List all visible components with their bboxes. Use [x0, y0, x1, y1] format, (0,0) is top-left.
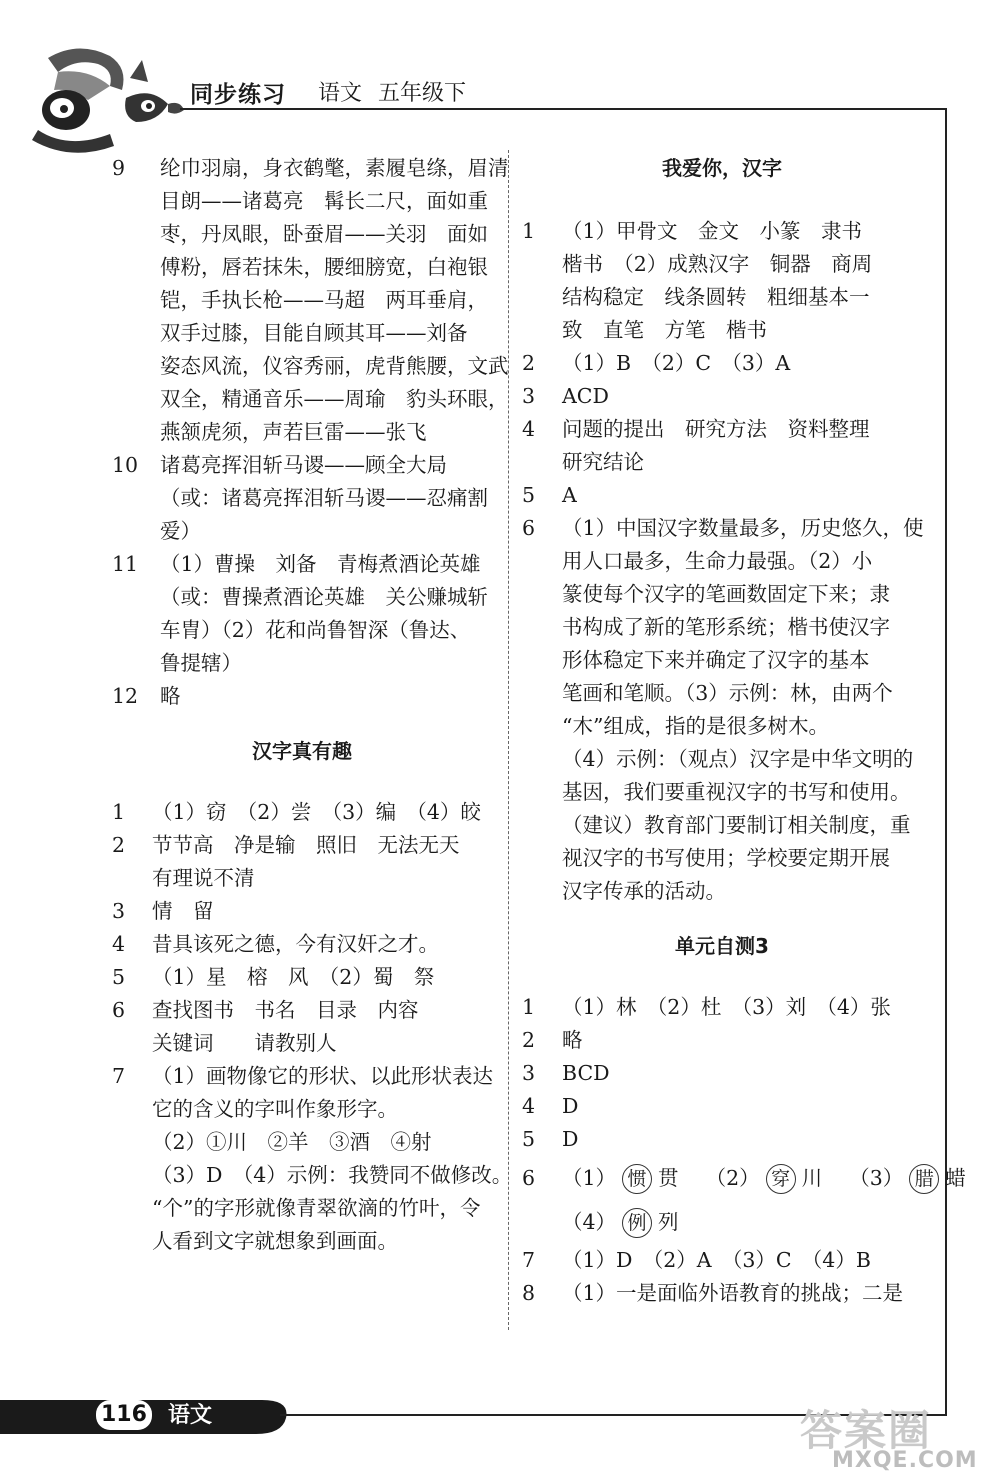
answer-body — [562, 1057, 922, 1090]
answer-body — [160, 680, 492, 713]
answer-line: 燕颔虎须，声若巨雷——张飞 — [160, 420, 427, 444]
answer-number: 3 — [112, 899, 126, 923]
answer-number: 4 — [522, 417, 536, 441]
answer-number: 2 — [522, 351, 536, 375]
answer-item — [112, 895, 492, 928]
answer-line: 关键词 请教别人 — [152, 1031, 337, 1055]
answer-line: 鲁提辖） — [160, 651, 242, 675]
answer-item — [522, 479, 922, 512]
answer-number: 7 — [112, 1064, 126, 1088]
answer-line: 姿态风流，仪容秀丽，虎背熊腰，文武 — [160, 354, 509, 378]
watermark-logo: 答案圈 — [800, 1406, 933, 1455]
answer-line: 略 — [160, 684, 181, 708]
answer-line: （1）窃 （2）尝 （3）编 （4）皎 — [152, 800, 481, 824]
answer-line: 略 — [562, 1028, 583, 1052]
answer-number: 1 — [522, 995, 536, 1019]
answer-number: 12 — [112, 684, 139, 708]
answer-body — [562, 1123, 922, 1156]
answer-line: （1）中国汉字数量最多，历史悠久，使 — [562, 516, 924, 540]
part-label: （4） — [562, 1210, 617, 1234]
answer-item — [522, 512, 922, 908]
answer-line: （建议）教育部门要制订相关制度，重 — [562, 813, 911, 837]
answer-line: 情 留 — [152, 899, 214, 923]
header-grade: 五年级下 — [378, 81, 467, 106]
answer-number: 5 — [522, 483, 536, 507]
circled-character: 惯 — [622, 1164, 652, 1194]
answer-line: 查找图书 书名 目录 内容 — [152, 998, 419, 1022]
answer-line: 人看到文字就想象到画面。 — [152, 1229, 398, 1253]
correction-character: 列 — [658, 1210, 679, 1234]
answer-line: 它的含义的字叫作象形字。 — [152, 1097, 398, 1121]
answer-line: （1）画物像它的形状、以此形状表达 — [152, 1064, 494, 1088]
answer-body — [562, 1024, 922, 1057]
answer-line: 目朗——诸葛亮 髯长二尺，面如重 — [160, 189, 488, 213]
answer-item — [112, 994, 492, 1060]
answer-line: （2）①川 ②羊 ③酒 ④射 — [152, 1130, 432, 1154]
circled-character: 腊 — [909, 1164, 939, 1194]
answer-item — [522, 1244, 922, 1277]
answer-item — [522, 1090, 922, 1123]
answer-line: 傅粉，唇若抹朱，腰细膀宽，白袍银 — [160, 255, 488, 279]
answer-body — [152, 961, 492, 994]
section-title-love-hanzi: 我爱你，汉字 — [662, 156, 782, 180]
answer-item — [522, 215, 922, 347]
answer-body — [160, 152, 509, 449]
answer-line: 用人口最多，生命力最强。（2）小 — [562, 549, 873, 573]
answer-number: 8 — [522, 1281, 536, 1305]
answer-line: BCD — [562, 1061, 610, 1085]
answer-body — [152, 829, 492, 895]
answer-line: 枣，丹凤眼，卧蚕眉——关羽 面如 — [160, 222, 488, 246]
answer-line: D — [562, 1094, 579, 1118]
answer-item — [522, 1123, 922, 1156]
answer-line: 基因，我们要重视汉字的书写和使用。 — [562, 780, 911, 804]
answer-number: 1 — [112, 800, 126, 824]
part-label: （3） — [849, 1166, 904, 1190]
answer-line: 结构稳定 线条圆转 粗细基本一 — [562, 285, 870, 309]
answer-body — [562, 1244, 922, 1277]
answer-item — [112, 961, 492, 994]
answer-number: 7 — [522, 1248, 536, 1272]
correction-character: 川 — [801, 1166, 823, 1190]
answer-item — [112, 1060, 513, 1258]
answer-number: 6 — [112, 998, 126, 1022]
answer-line: （1）B （2）C （3）A — [562, 351, 791, 375]
answer-number: 3 — [522, 1061, 536, 1085]
answer-line: 汉字传承的活动。 — [562, 879, 726, 903]
answer-item — [112, 796, 492, 829]
left-answer-list — [112, 152, 509, 713]
right-column — [522, 152, 966, 1310]
answer-item — [522, 1024, 922, 1057]
answer-item — [112, 829, 492, 895]
answer-item — [112, 152, 509, 449]
header-logo-illustration — [18, 38, 188, 156]
answer-body — [160, 449, 492, 548]
answer-line: 研究结论 — [562, 450, 644, 474]
answer-line: 双全，精通音乐——周瑜 豹头环眼， — [160, 387, 509, 411]
section-title-unit-test-3: 单元自测3 — [675, 934, 769, 958]
answer-item — [522, 991, 922, 1024]
correction-character: 蜡 — [945, 1166, 966, 1190]
answer-body — [160, 548, 492, 680]
answer-line: 问题的提出 研究方法 资料整理 — [562, 417, 870, 441]
answer-body — [152, 928, 492, 961]
header-rule — [180, 108, 945, 110]
answer-body — [562, 1156, 966, 1244]
answer-line: 视汉字的书写使用；学校要定期开展 — [562, 846, 890, 870]
answer-body — [152, 796, 492, 829]
answer-line: 昔具该死之德，今有汉奸之才。 — [152, 932, 439, 956]
answer-line: （1）曹操 刘备 青梅煮酒论英雄 — [160, 552, 481, 576]
header-subject: 语文 — [318, 81, 363, 106]
answer-line: （1）甲骨文 金文 小篆 隶书 — [562, 219, 863, 243]
unit-test-answer-list — [522, 991, 922, 1156]
answer-line: D — [562, 1127, 579, 1151]
answer-line: 诸葛亮挥泪斩马谡——顾全大局 — [160, 453, 447, 477]
answer-line: （1）D （2）A （3）C （4）B — [562, 1248, 871, 1272]
answer-line: “木”组成，指的是很多树木。 — [562, 714, 829, 738]
answer-item — [522, 1277, 922, 1310]
answer-number: 2 — [112, 833, 126, 857]
answer-body — [562, 991, 922, 1024]
answer-number: 6 — [522, 1166, 536, 1190]
part-label: （1） — [562, 1166, 617, 1190]
answer-line: 铠，手执长枪——马超 两耳垂肩， — [160, 288, 488, 312]
answer-body — [562, 1277, 922, 1310]
answer-item — [522, 380, 922, 413]
answer-line: 纶巾羽扇，身衣鹤氅，素履皂绦，眉清 — [160, 156, 509, 180]
answer-body — [562, 479, 922, 512]
answer-number: 3 — [522, 384, 536, 408]
answer-number: 5 — [522, 1127, 536, 1151]
page-number: 116 — [96, 1400, 152, 1430]
answer-body — [152, 895, 492, 928]
answer-number: 11 — [112, 552, 139, 576]
answer-line: “个”的字形就像青翠欲滴的竹叶，令 — [152, 1196, 481, 1220]
section-title-hanzi-fun: 汉字真有趣 — [252, 739, 352, 763]
answer-line: 车胄）（2）花和尚鲁智深（鲁达、 — [160, 618, 471, 642]
answer-line: 书构成了新的笔形系统；楷书使汉字 — [562, 615, 890, 639]
answer-number: 10 — [112, 453, 139, 477]
answer-body — [562, 380, 922, 413]
answer-body — [562, 512, 924, 908]
circled-character: 例 — [622, 1208, 652, 1238]
watermark-url: MXQE.COM — [832, 1448, 978, 1473]
answer-line: A — [562, 483, 577, 507]
answer-line: ACD — [562, 384, 609, 408]
answer-item — [112, 548, 492, 680]
answer-body — [562, 1090, 922, 1123]
answer-line: 有理说不清 — [152, 866, 255, 890]
answer-line: 双手过膝，目能自顾其耳——刘备 — [160, 321, 468, 345]
answer-number: 1 — [522, 219, 536, 243]
answer-number: 4 — [522, 1094, 536, 1118]
answer-line: 笔画和笔顺。（3）示例：林，由两个 — [562, 681, 893, 705]
correction-character: 贯 — [658, 1166, 679, 1190]
answer-item — [522, 1057, 922, 1090]
answer-line: （1）林 （2）杜 （3）刘 （4）张 — [562, 995, 891, 1019]
answer-number: 5 — [112, 965, 126, 989]
answer-item — [522, 1156, 966, 1244]
answer-number: 4 — [112, 932, 126, 956]
answer-body — [562, 413, 922, 479]
answer-line — [562, 1200, 966, 1244]
answer-body — [152, 1060, 512, 1258]
answer-body — [562, 347, 922, 380]
answer-item — [112, 680, 492, 713]
answer-line: 楷书 （2）成熟汉字 铜器 商周 — [562, 252, 873, 276]
answer-line: （3）D （4）示例：我赞同不做修改。 — [152, 1163, 513, 1187]
answer-body — [152, 994, 492, 1060]
answer-number: 2 — [522, 1028, 536, 1052]
hanzi-fun-answer-list — [112, 796, 513, 1258]
circled-character: 穿 — [766, 1164, 796, 1194]
left-column — [112, 152, 513, 1258]
answer-line: （4）示例：（观点）汉字是中华文明的 — [562, 747, 914, 771]
part-label: （2） — [705, 1166, 760, 1190]
answer-line: （或：曹操煮酒论英雄 关公赚城斩 — [160, 585, 488, 609]
answer-line: 形体稳定下来并确定了汉字的基本 — [562, 648, 870, 672]
answer-number: 9 — [112, 156, 126, 180]
footer-subject: 语文 — [168, 1403, 213, 1428]
answer-line: 篆使每个汉字的笔画数固定下来；隶 — [562, 582, 890, 606]
answer-line: 爱） — [160, 519, 201, 543]
unit-test-answer-list-continued — [522, 1244, 922, 1310]
header-series-title: 同步练习 — [190, 82, 286, 108]
answer-item — [112, 449, 492, 548]
answer-line: 致 直笔 方笔 楷书 — [562, 318, 767, 342]
answer-item — [112, 928, 492, 961]
answer-item — [522, 347, 922, 380]
answer-number: 6 — [522, 516, 536, 540]
answer-line — [562, 1156, 966, 1200]
answer-line: （1）一是面临外语教育的挑战；二是 — [562, 1281, 904, 1305]
answer-line: 节节高 净是输 照旧 无法无天 — [152, 833, 460, 857]
answer-line: （或：诸葛亮挥泪斩马谡——忍痛割 — [160, 486, 488, 510]
love-hanzi-answer-list — [522, 215, 922, 908]
answer-body — [562, 215, 922, 347]
answer-line: （1）星 榕 风 （2）蜀 祭 — [152, 965, 435, 989]
answer-item — [522, 413, 922, 479]
